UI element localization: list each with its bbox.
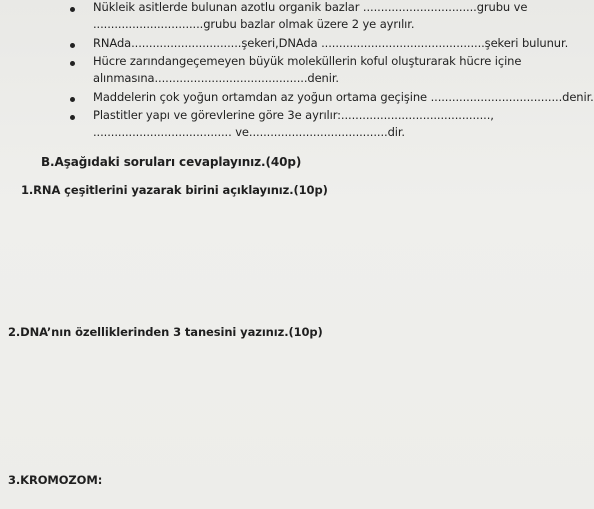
fill-in-item-3-line-1: Hücre zarındangeçemeyen büyük moleküllerin koful oluşturarak hücre içine <box>93 54 522 68</box>
bullet <box>70 61 75 66</box>
fill-in-item-5-line-1: Plastitler yapı ve görevlerine göre 3e ayrılır:.........................................., <box>93 108 494 122</box>
fill-in-item-4: Maddelerin çok yoğun ortamdan az yoğun ortama geçişine .....................................denir. <box>93 90 594 104</box>
section-b-heading: B.Aşağıdaki soruları cevaplayınız.(40p) <box>41 155 302 169</box>
question-1: 1.RNA çeşitlerini yazarak birini açıklayınız.(10p) <box>21 183 328 197</box>
bullet <box>70 7 75 12</box>
question-2: 2.DNA’nın özelliklerinden 3 tanesini yazınız.(10p) <box>8 325 323 339</box>
question-3: 3.KROMOZOM: <box>8 473 103 487</box>
bullet <box>70 115 75 120</box>
bullet <box>70 43 75 48</box>
bullet <box>70 97 75 102</box>
fill-in-item-2: RNAda...............................şekeri,DNAda ..............................................şekeri bulunur. <box>93 36 569 50</box>
fill-in-item-1-line-2: ...............................grubu bazlar olmak üzere 2 ye ayrılır. <box>93 17 415 31</box>
fill-in-item-3-line-2: alınmasına...........................................denir. <box>93 71 339 85</box>
fill-in-item-5-line-2: ....................................... ve.......................................dir. <box>93 125 405 139</box>
fill-in-item-1-line-1: Nükleik asitlerde bulunan azotlu organik bazlar ................................grubu ve <box>93 0 528 14</box>
